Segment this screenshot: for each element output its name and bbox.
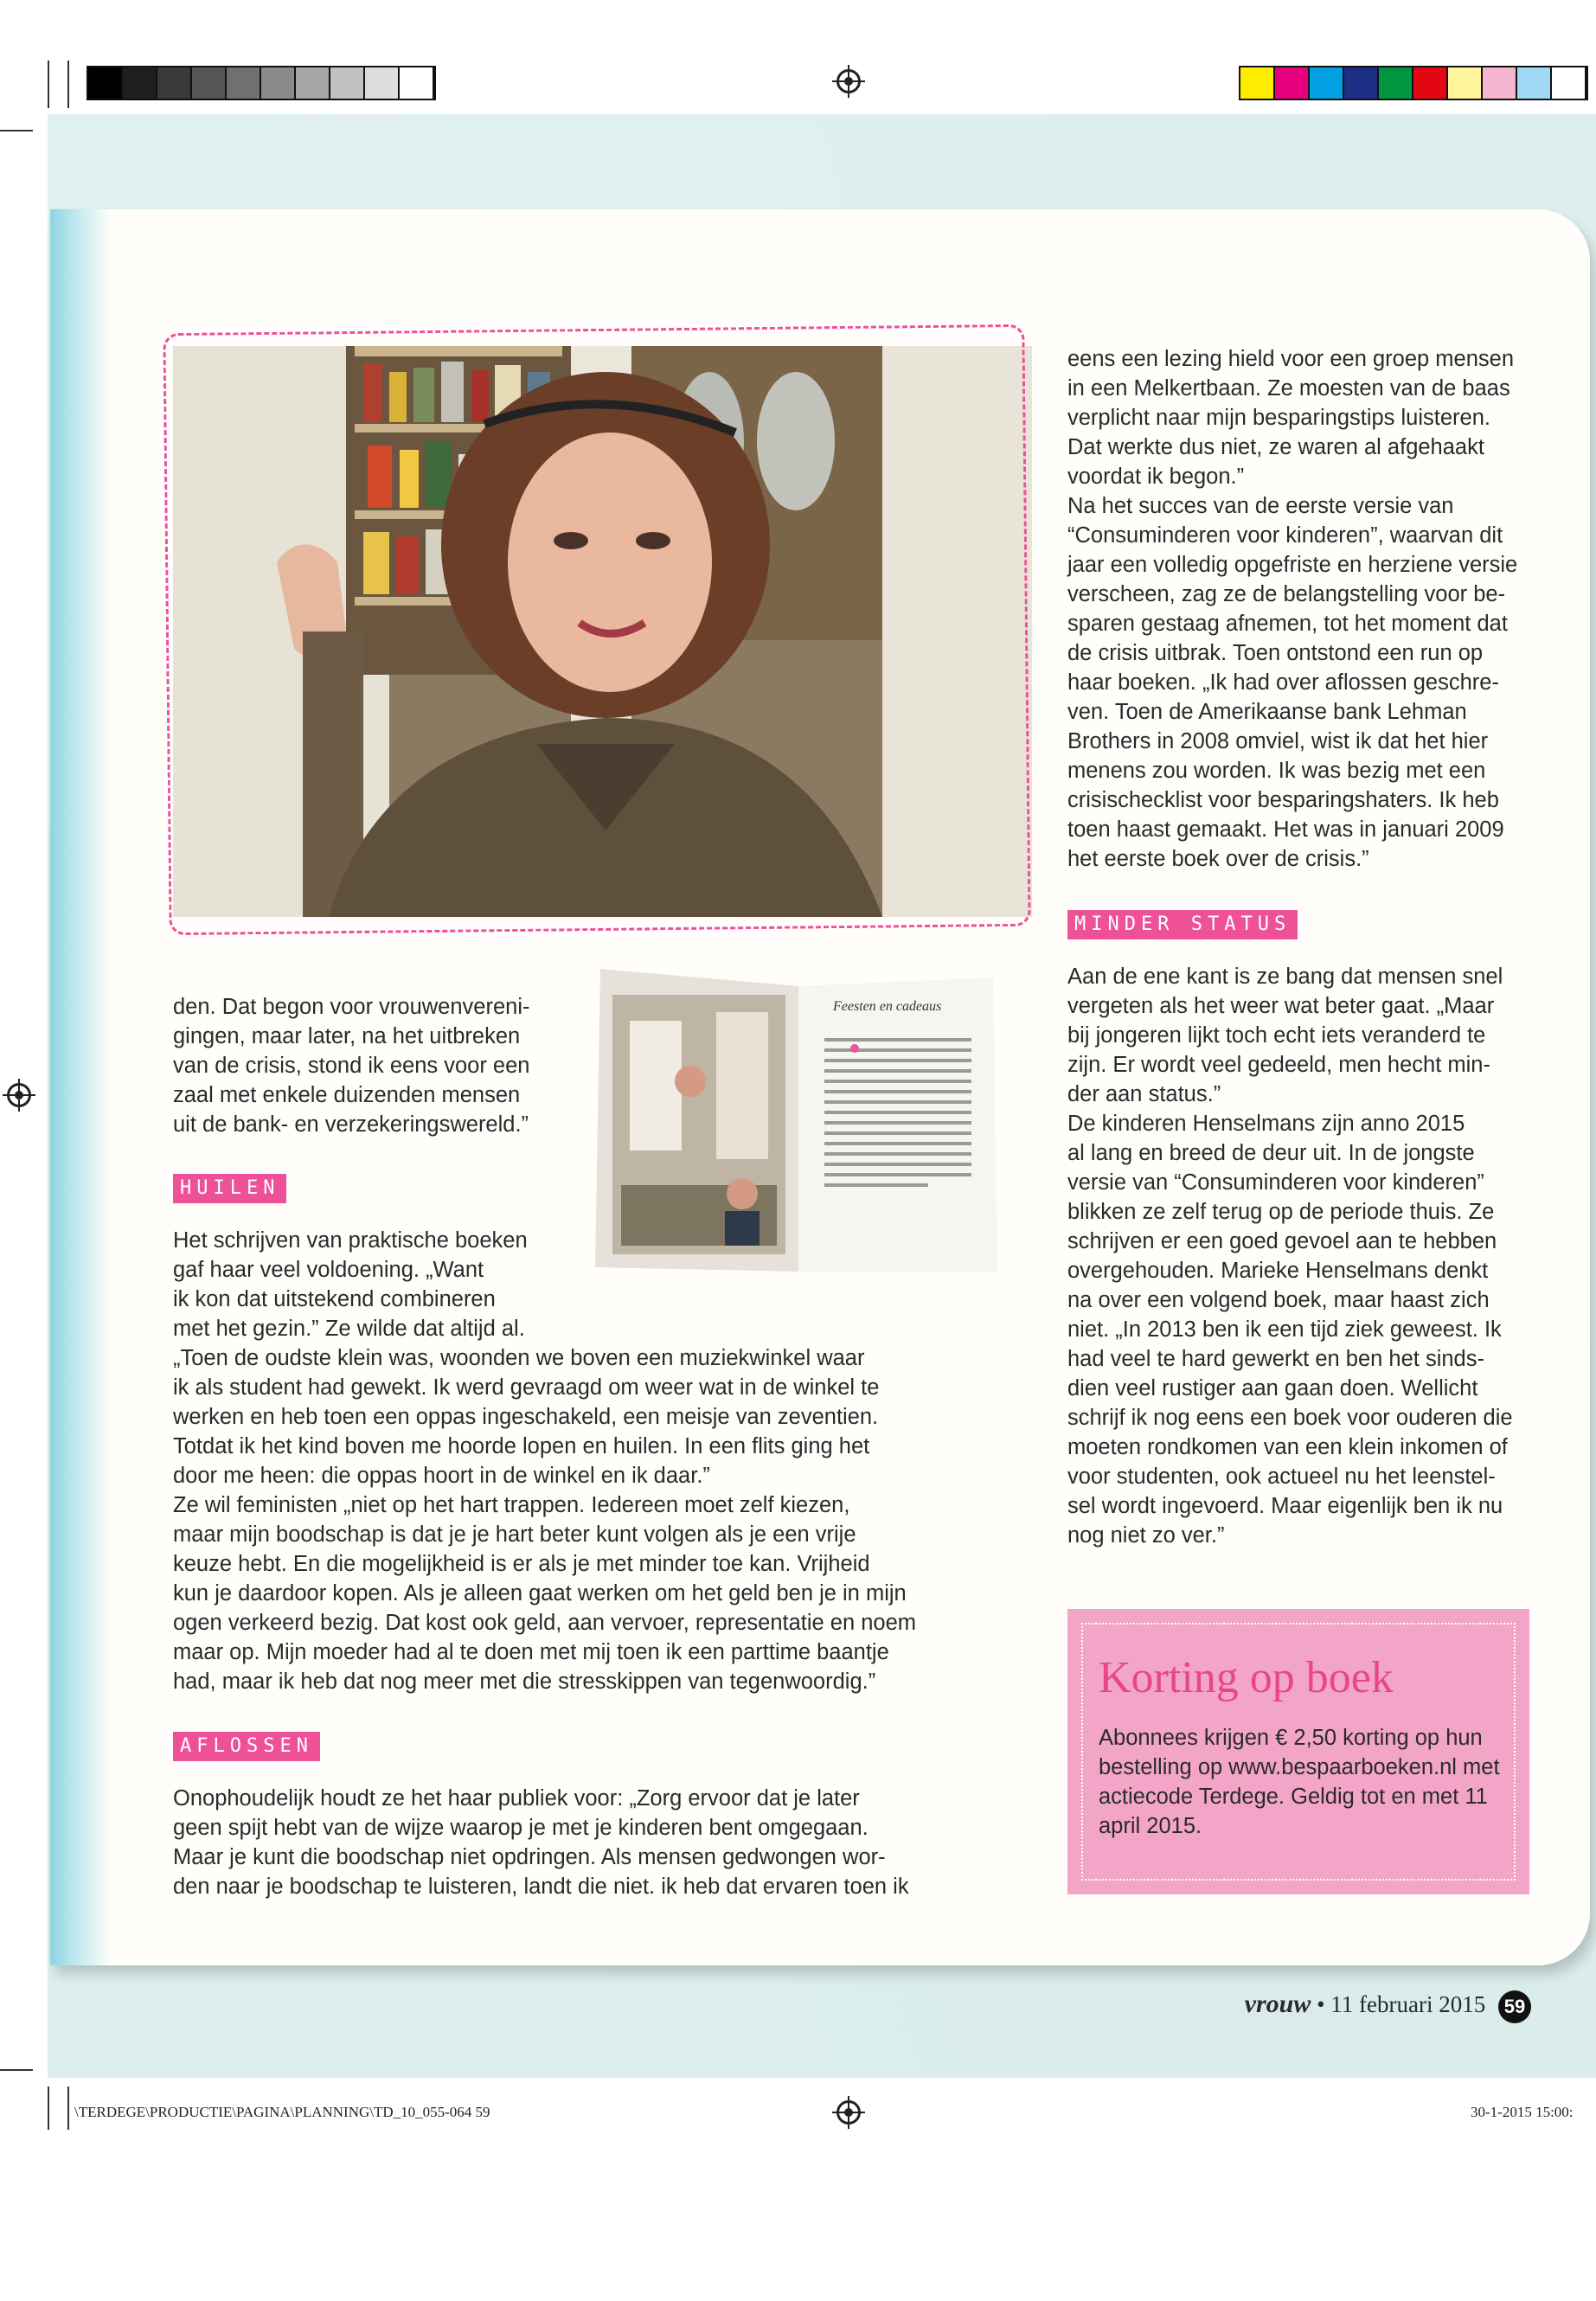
color-swatch bbox=[1275, 67, 1310, 99]
color-calibration-strip bbox=[1239, 66, 1588, 100]
gray-swatch bbox=[400, 67, 434, 99]
photo-stitch-border bbox=[163, 324, 1030, 935]
crop-mark bbox=[48, 61, 49, 108]
left-column-text-1: den. Dat begon voor vrouwenvereni- gingen, maar later, na het uitbreken van de crisis, stond ik eens voor een zaal met enkele duizenden mensen uit de bank- en verzekeringswereld.” bbox=[173, 995, 530, 1137]
gray-swatch bbox=[192, 67, 227, 99]
magazine-heading: Feesten en cadeaus bbox=[833, 999, 942, 1014]
crop-mark bbox=[48, 2086, 49, 2130]
color-swatch bbox=[1448, 67, 1483, 99]
color-swatch bbox=[1344, 67, 1379, 99]
right-column-text-1: eens een lezing hield voor een groep mensen in een Melkertbaan. Ze moesten van de baas verplicht naar mijn besparingstips luisteren. Dat werkte dus niet, ze waren al afgehaakt voordat ik begon.” Na het succes van de eerste versie van “Consuminderen voor kinderen”, waarvan dit jaar een volledig opgefriste en herziene versie verscheen, zag ze de belangstelling voor be- sparen gestaag afnemen, tot het moment dat de crisis uitbrak. Toen ontstond een run op haar boeken. „Ik had over aflossen geschre- ven. Toen de Amerikaanse bank Lehman Brothers in 2008 omviel, wist ik dat het hier menens zou worden. Ik was bezig met een crisischecklist voor besparingshaters. Ik heb toen haast gemaakt. Het was in januari 2009 het eerste boek over de crisis.” bbox=[1067, 347, 1518, 871]
crop-mark bbox=[0, 2069, 33, 2071]
section-label-huilen: HUILEN bbox=[173, 1174, 286, 1203]
gray-swatch bbox=[296, 67, 330, 99]
footer-separator: • bbox=[1317, 1991, 1325, 2017]
discount-title: Korting op boek bbox=[1099, 1653, 1394, 1702]
discount-box bbox=[1067, 1609, 1529, 1894]
crop-mark bbox=[67, 61, 69, 108]
card-edge bbox=[50, 209, 111, 1965]
right-column-text-2: Aan de ene kant is ze bang dat mensen snel vergeten als het weer wat beter gaat. „Maar bij jongeren lijkt toch echt iets veranderd te zijn. Er wordt veel gedeeld, men hecht min- der aan status.” De kinderen Henselmans zijn anno 2015 al lang en breed de deur uit. In de jongste versie van “Consuminderen voor kinderen” blikken ze zelf terug op de periode thuis. Ze schrijven er een goed gevoel aan te hebben overgehouden. Marieke Henselmans denkt na over een volgend boek, maar haast zich niet. „In 2013 ben ik een tijd ziek geweest. Ik had veel te hard gewerkt en ben het sinds- dien veel rustiger aan gaan doen. Wellicht schrijf ik nog eens een boek voor ouderen die moeten rondkomen van een klein inkomen of voor studenten, ook actueel nu het leenstel- sel wordt ingevoerd. Maar eigenlijk ben ik nu nog niet zo ver.” bbox=[1067, 965, 1513, 1548]
gray-swatch bbox=[330, 67, 365, 99]
gray-calibration-strip bbox=[87, 66, 436, 100]
page-footer bbox=[1202, 1990, 1531, 2023]
page-number: 59 bbox=[1498, 1990, 1531, 2023]
registration-target-icon bbox=[7, 1083, 31, 1107]
section-label-minder-status: MINDER STATUS bbox=[1067, 910, 1298, 939]
file-path-slug: \TERDEGE\PRODUCTIE\PAGINA\PLANNING\TD_10_055-064 59 bbox=[74, 2104, 490, 2120]
issue-date: 11 februari 2015 bbox=[1330, 1991, 1486, 2017]
color-swatch bbox=[1483, 67, 1517, 99]
left-column-text-3: Onophoudelijk houdt ze het haar publiek voor: „Zorg ervoor dat je later geen spijt hebt van de wijze waarop je met je kinderen bent omgegaan. Maar je kunt die boodschap niet opdringen. Als mensen gedwongen wor- den naar je boodschap te luisteren, landt die niet. ik heb dat ervaren toen ik bbox=[173, 1786, 909, 1899]
crop-mark bbox=[67, 2086, 69, 2130]
print-timestamp: 30-1-2015 15:00: bbox=[1471, 2104, 1574, 2120]
discount-body: Abonnees krijgen € 2,50 korting op hun bestelling op www.bespaarboeken.nl met actiecode Terdege. Geldig tot en met 11 april 2015. bbox=[1099, 1726, 1500, 1838]
gray-swatch bbox=[227, 67, 261, 99]
magazine-brand: vrouw bbox=[1244, 1990, 1311, 2018]
gray-swatch bbox=[123, 67, 157, 99]
color-swatch bbox=[1413, 67, 1448, 99]
crop-mark bbox=[0, 130, 33, 131]
registration-target-icon bbox=[836, 69, 861, 93]
gray-swatch bbox=[261, 67, 296, 99]
color-swatch bbox=[1240, 67, 1275, 99]
color-swatch bbox=[1379, 67, 1413, 99]
gray-swatch bbox=[88, 67, 123, 99]
registration-target-icon bbox=[836, 2100, 861, 2125]
section-label-aflossen: AFLOSSEN bbox=[173, 1732, 320, 1761]
gray-swatch bbox=[365, 67, 400, 99]
color-swatch bbox=[1310, 67, 1344, 99]
color-swatch bbox=[1517, 67, 1552, 99]
left-column-text-2: Het schrijven van praktische boeken gaf haar veel voldoening. „Want ik kon dat uitstekend combineren met het gezin.” Ze wilde dat altijd al. „Toen de oudste klein was, woonden we boven een muziekwinkel waar ik als student had gewekt. Ik werd gevraagd om weer wat in de winkel te werken en heb toen een oppas ingeschakeld, een meisje van zeventien. Totdat ik het kind boven me hoorde lopen en huilen. In een flits ging het door me heen: die oppas hoort in de winkel en ik daar.” Ze wil feministen „niet op het hart trappen. Iedereen moet zelf kiezen, maar mijn boodschap is dat je je hart beter kunt volgen als je een vrije keuze hebt. En die mogelijkheid is er als je met minder toe kan. Vrijheid kun je daardoor kopen. Als je alleen gaat werken om het geld ben je in mijn ogen verkeerd bezig. Dat kost ook geld, aan vervoer, representatie en noem maar op. Mijn moeder had al te doen met mij toen ik een parttime baantje had, maar ik heb dat nog meer met die stresskippen van tegenwoordig.” bbox=[173, 1228, 917, 1694]
color-swatch bbox=[1552, 67, 1586, 99]
gray-swatch bbox=[157, 67, 192, 99]
